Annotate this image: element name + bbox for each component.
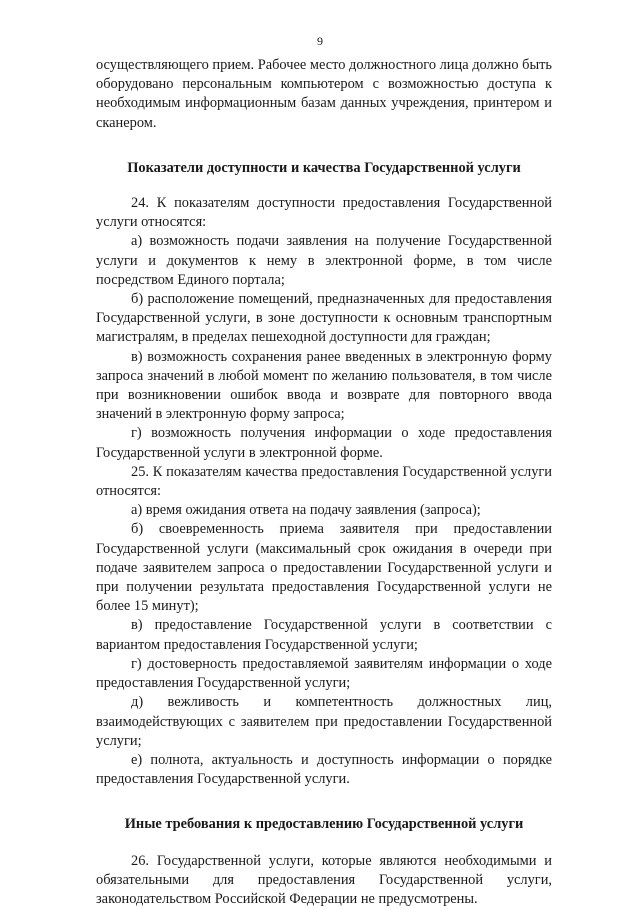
paragraph-25b: б) своевременность приема заявителя при предоставлении Государственной услуги (максимальный срок ожидания в очереди при подаче заявителем запроса о предоставлении Государственной услуги и при получении результата предоставления Государственной услуги не более 15 минут); xyxy=(96,521,552,615)
paragraph-24b: б) расположение помещений, предназначенных для предоставления Государственной услуги, в зоне доступности к основным транспортным магистралям, в пределах пешеходной доступности для граждан; xyxy=(96,291,552,346)
page-number: 9 xyxy=(317,34,323,48)
paragraph-25a: а) время ожидания ответа на подачу заявления (запроса); xyxy=(131,502,481,519)
section-heading-accessibility: Показатели доступности и качества Государственной услуги xyxy=(127,159,521,176)
section-heading-other-requirements: Иные требования к предоставлению Государственной услуги xyxy=(124,816,524,833)
paragraph-26: 26. Государственной услуги, которые являются необходимыми и обязательными для предоставления Государственной услуги, законодательством Российской Федерации не предусмотрены. xyxy=(96,852,552,907)
paragraph-25: 25. К показателям качества предоставления Государственной услуги относятся: xyxy=(96,463,552,500)
paragraph-25d: д) вежливость и компетентность должностных лиц, взаимодействующих с заявителем при предоставлении Государственной услуги; xyxy=(96,694,552,749)
document-body xyxy=(96,56,552,909)
paragraph-25g: г) достоверность предоставляемой заявителям информации о ходе предоставления Государственной услуги; xyxy=(96,655,552,692)
paragraph-24v: в) возможность сохранения ранее введенных в электронную форму запроса значений в любой момент по желанию пользователя, в том числе при возникновении ошибок ввода и возврате для повторного ввода значений в электронную форму запроса; xyxy=(96,348,552,423)
paragraph-continuation: осуществляющего прием. Рабочее место должностного лица должно быть оборудовано персональным компьютером с возможностью доступа к необходимым информационным базам данных учреждения, принтером и сканером. xyxy=(96,57,552,131)
paragraph-25v: в) предоставление Государственной услуги в соответствии с вариантом предоставления Государственной услуги; xyxy=(96,617,552,653)
paragraph-24a: а) возможность подачи заявления на получение Государственной услуги и документов к нему в электронной форме, в том числе посредством Единого портала; xyxy=(96,233,552,288)
paragraph-25e: е) полнота, актуальность и доступность информации о порядке предоставления Государственной услуги. xyxy=(96,751,552,788)
paragraph-24: 24. К показателям доступности предоставления Государственной услуги относятся: xyxy=(96,195,552,231)
paragraph-24g: г) возможность получения информации о ходе предоставления Государственной услуги в электронной форме. xyxy=(96,425,552,461)
